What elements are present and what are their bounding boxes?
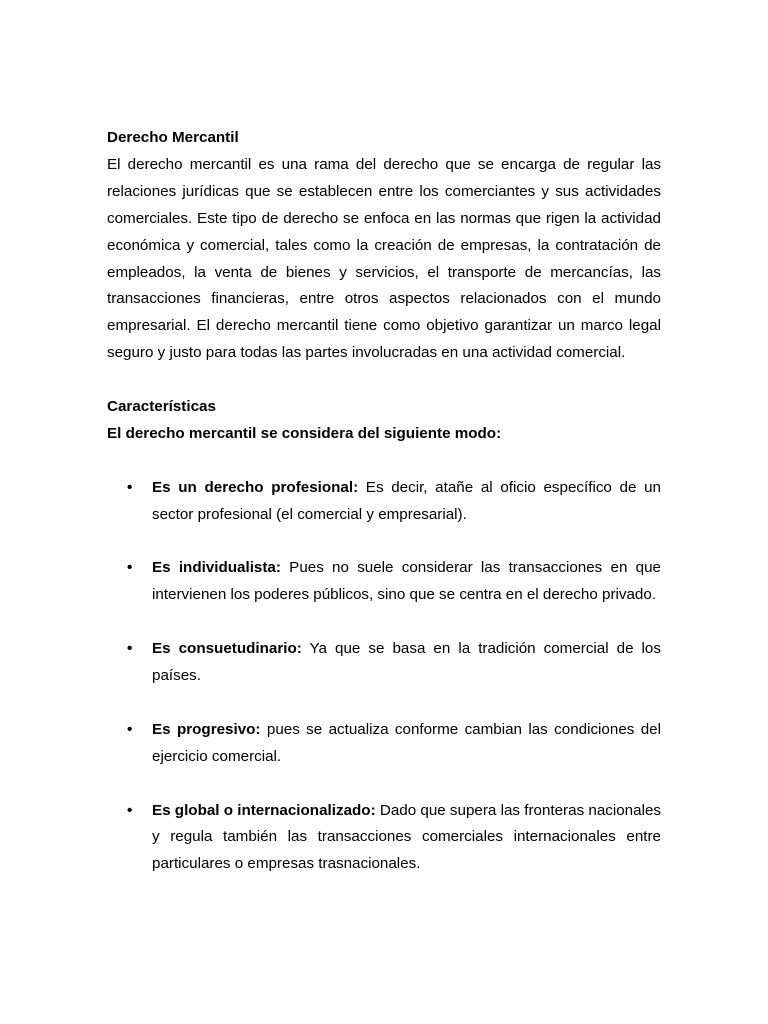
bullet-icon: • (127, 720, 133, 738)
item-term: Es consuetudinario: (152, 640, 302, 658)
characteristics-list (107, 475, 661, 879)
item-text: Es decir, atañe al oficio específico de un sector profesional (el comercial y empresarial). (152, 478, 661, 523)
item-text: Pues no suele considerar las transacciones en que intervienen los poderes públicos, sino que se centra en el derecho privado. (152, 559, 661, 604)
bullet-icon: • (127, 478, 133, 496)
list-item (107, 555, 661, 609)
list-item (107, 798, 661, 879)
item-term: Es progresivo: (152, 720, 261, 738)
intro-paragraph: El derecho mercantil es una rama del derecho que se encarga de regular las relaciones jurídicas que se establecen entre los comerciantes y sus actividades comerciales. Este tipo de derecho se enfoca en las normas que rigen la actividad económica y comercial, tales como la creación de empresas, la contratación de empleados, la venta de bienes y servicios, el transporte de mercancías, las transacciones financieras, entre otros aspectos relacionados con el mundo empresarial. El derecho mercantil tiene como objetivo garantizar un marco legal seguro y justo para todas las partes involucradas en una actividad comercial. (107, 155, 661, 362)
item-term: Es un derecho profesional: (152, 478, 359, 496)
list-item (107, 636, 661, 690)
section-title: Características (107, 398, 216, 416)
document-page (107, 125, 661, 878)
item-text: Dado que supera las fronteras nacionales y regula también las transacciones comerciales internacionales entre particulares o empresas trasnacionales. (152, 801, 661, 873)
item-text: pues se actualiza conforme cambian las condiciones del ejercicio comercial. (152, 720, 661, 765)
bullet-icon: • (127, 640, 133, 658)
item-term: Es global o internacionalizado: (152, 801, 376, 819)
list-item (107, 475, 661, 529)
document-title: Derecho Mercantil (107, 129, 239, 146)
bullet-icon: • (127, 559, 133, 577)
section-subtitle: El derecho mercantil se considera del siguiente modo: (107, 424, 502, 442)
bullet-icon: • (127, 801, 133, 819)
list-item (107, 717, 661, 771)
item-text: Ya que se basa en la tradición comercial de los países. (152, 640, 661, 685)
item-term: Es individualista: (152, 559, 281, 577)
section-spacer (107, 367, 661, 394)
